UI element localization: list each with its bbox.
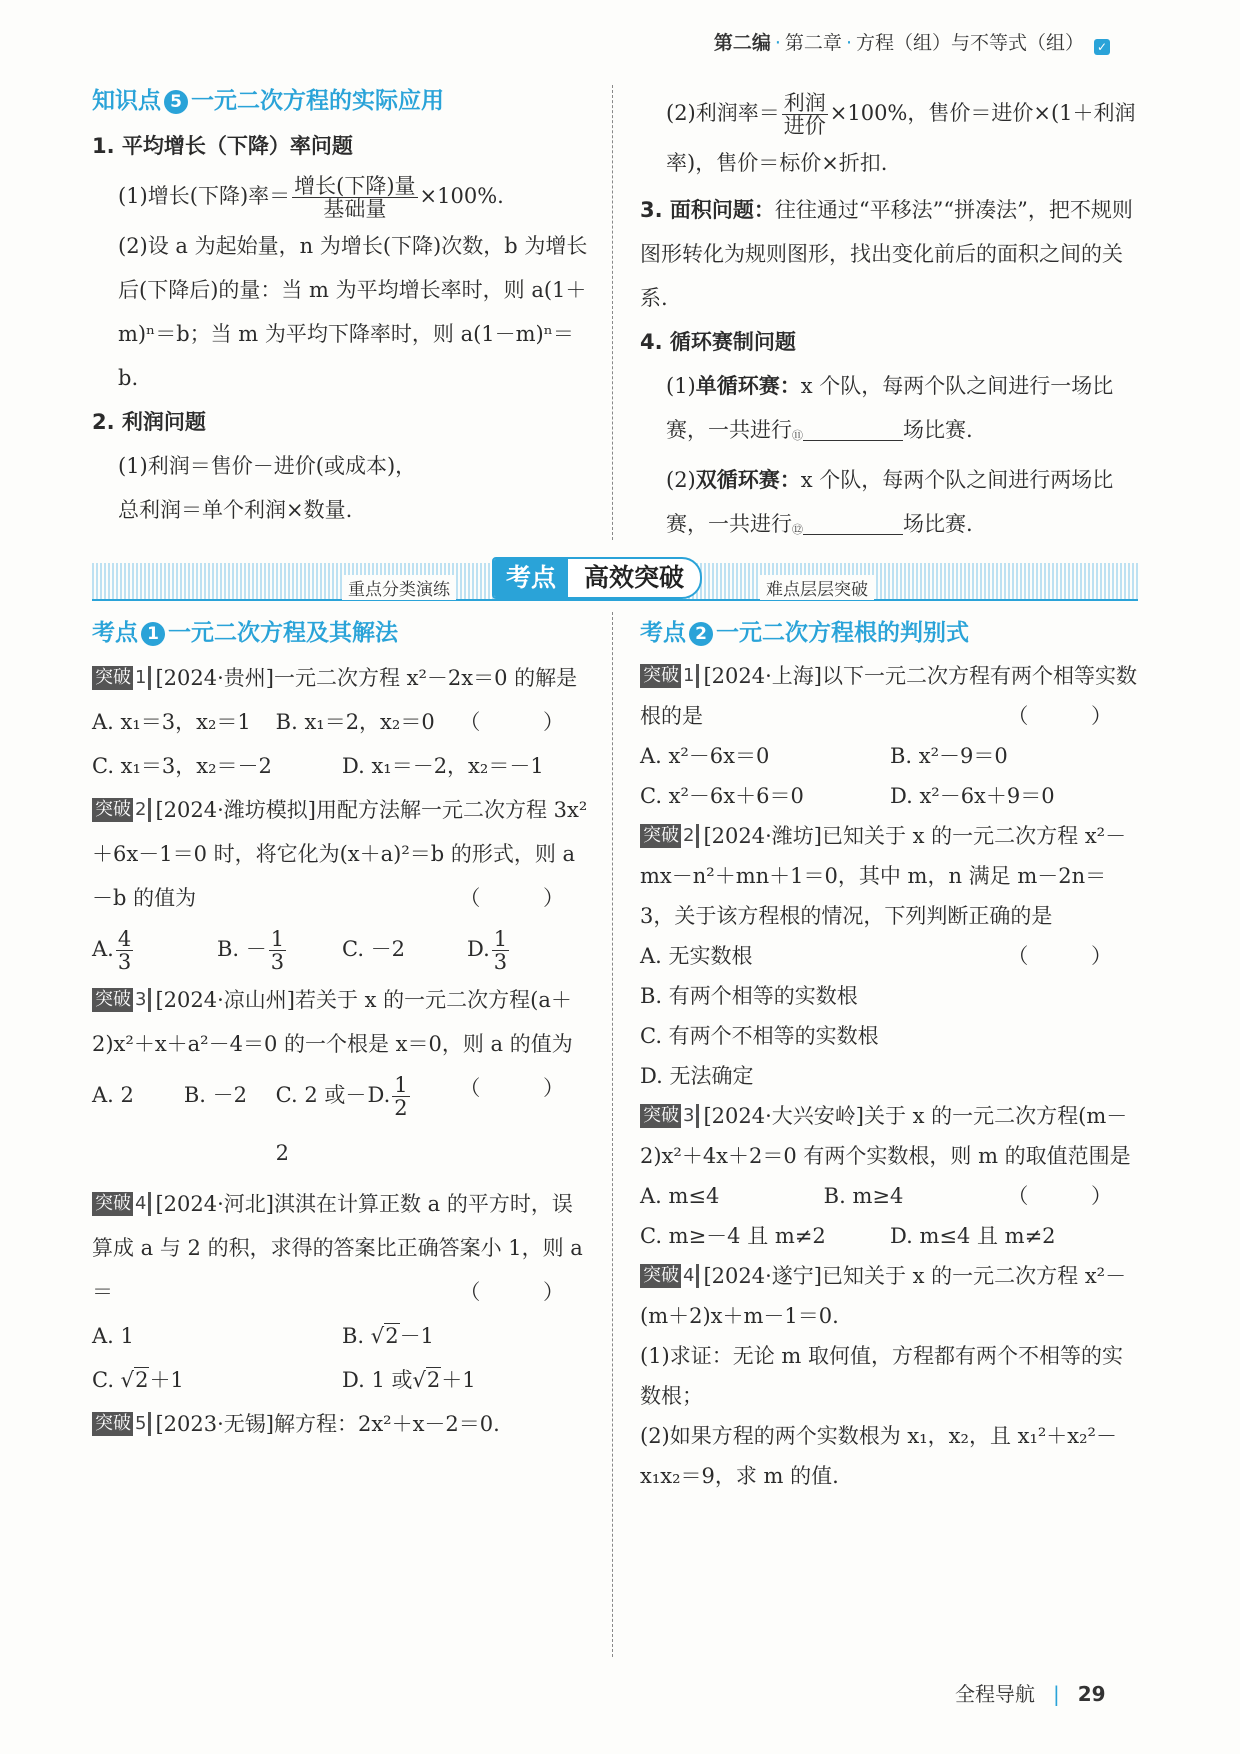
option-c[interactable]: C. 有两个不相等的实数根 xyxy=(640,1024,879,1048)
tupo-badge: 突破 5 xyxy=(92,1412,151,1436)
option-b[interactable]: B. － $\frac{1}{3}$ xyxy=(217,927,285,974)
option-c[interactable]: C. 2 或－2 xyxy=(275,1083,367,1165)
answer-blank-12[interactable] xyxy=(803,511,903,535)
knowledge-right: (2)利润率＝ $\frac{\text{利润}}{\text{进价}}$ ×100%，售价＝进价×(1＋利润率)，售价＝标价×折扣. 3. 面积问题：往往通过“平移法”“拼凑法”，把不规则图形转化为规则图形，找出变化前后的面积之间的关系. 4. 循环赛制问题 (1)单循环赛：x 个队，每两个队之间进行一场比赛，一共进行⑪ 场比赛. (2)双循环赛：x 个队，每两个队之间进行两场比赛，一共进行⑫ 场比赛. xyxy=(640,88,1140,552)
option-a[interactable]: A. x₁＝3，x₂＝1 xyxy=(92,710,251,734)
check-icon: ✓ xyxy=(1094,39,1110,55)
exam-point-2: 考点 2 一元二次方程根的判别式 突破 1 [2024·上海]以下一元二次方程有两个相等实数根的是 （ ） A. x²－6x＝0 B. x²－9＝0 C. x²－6x＋6＝0 D. x²－6x＋9＝0 突破 2 [2024·潍坊]已知关于 x 的一元二次方程 x²－mx－n²＋mn＋1＝0，其中 m，n 满足 m－2n＝3，关于该方程根的情况，下列判断正确的是 （ ） A. 无实数根 B. 有两个相等的实数根 C. 有两个不相等的实数根 D. 无法确定 突破 3 [2024·大兴安岭]关于 x 的一元二次方程(m－2)x²＋4x＋2＝0 有两个实数根，则 m 的取值范围是 （ ） A. m≤4 B. m≥4 C. m≥－4 且 m≠2 D. m≤4 且 m≠2 突破 4 [2024·遂宁]已知关于 x 的一元二次方程 x²－(m＋2)x＋m－1＝0. (1)求证：无论 m 取何值，方程都有两个不相等的实数根； (2)如果方程的两个实数根为 x₁，x₂，且 x₁²＋x₂²－x₁x₂＝9，求 m 的值. xyxy=(640,610,1140,1496)
question-5: 突破 5 [2023·无锡]解方程：2x²＋x－2＝0. xyxy=(92,1402,592,1446)
tupo-badge: 突破 4 xyxy=(92,1192,151,1216)
column-divider-top xyxy=(612,85,613,540)
option-b[interactable]: B. x₁＝2，x₂＝0 xyxy=(275,710,435,734)
page-number: 29 xyxy=(1077,1682,1106,1706)
number-badge: 5 xyxy=(164,90,188,114)
option-a[interactable]: A. $\frac{4}{3}$ xyxy=(92,927,132,974)
tupo-badge: 突破 4 xyxy=(640,1264,699,1288)
option-b[interactable]: B. √2－1 xyxy=(342,1324,434,1348)
tupo-badge: 突破 3 xyxy=(640,1104,699,1128)
option-d[interactable]: D. x₁＝－2，x₂＝－1 xyxy=(342,754,544,778)
tupo-badge: 突破 2 xyxy=(92,798,151,822)
option-d[interactable]: D. 1 或√2＋1 xyxy=(342,1368,476,1392)
option-a[interactable]: A. x²－6x＝0 xyxy=(640,744,770,768)
tupo-badge: 突破 3 xyxy=(92,988,151,1012)
exam-point-1 xyxy=(92,610,592,1446)
option-d[interactable]: D. m≤4 且 m≠2 xyxy=(890,1224,1056,1248)
option-a[interactable]: A. 1 xyxy=(92,1324,134,1348)
question-3: 突破 3 [2024·凉山州]若关于 x 的一元二次方程(a＋2)x²＋x＋a²－4＝0 的一个根是 x＝0，则 a 的值为 （ ） xyxy=(92,988,592,1100)
tupo-badge: 突破 1 xyxy=(92,666,151,690)
question-4: 突破 4 [2024·河北]淇淇在计算正数 a 的平方时，误算成 a 与 2 的积，求得的答案比正确答案小 1，则 a＝ （ ） xyxy=(92,1192,592,1304)
option-b[interactable]: B. x²－9＝0 xyxy=(890,744,1008,768)
r-question-1: 突破 1 [2024·上海]以下一元二次方程有两个相等实数根的是 （ ） xyxy=(640,664,1140,728)
option-d[interactable]: D. 无法确定 xyxy=(640,1064,754,1088)
option-a[interactable]: A. 无实数根 xyxy=(640,944,753,968)
running-header: 第二编 · 第二章 · 方程（组）与不等式（组） ✓ xyxy=(714,28,1110,55)
option-d[interactable]: D. $\frac{1}{2}$ xyxy=(367,1073,408,1120)
exam-point-1-heading: 考点 1 一元二次方程及其解法 xyxy=(92,620,398,646)
option-b[interactable]: B. －2 xyxy=(183,1083,247,1107)
column-divider-bottom xyxy=(612,612,613,1657)
profit-rate-formula: (2)利润率＝ $\frac{\text{利润}}{\text{进价}}$ ×100%，售价＝进价×(1＋利润率)，售价＝标价×折扣. xyxy=(666,91,1136,175)
option-d[interactable]: D. $\frac{1}{3}$ xyxy=(467,927,508,974)
option-a[interactable]: A. 2 xyxy=(92,1083,134,1107)
page-footer: 全程导航 | 29 xyxy=(955,1682,1106,1706)
r-question-4: 突破 4 [2024·遂宁]已知关于 x 的一元二次方程 x²－(m＋2)x＋m－1＝0. xyxy=(640,1264,1127,1328)
answer-blank-11[interactable] xyxy=(803,417,903,441)
option-c[interactable]: C. －2 xyxy=(342,937,406,961)
section-banner: 重点分类演练 考点 高效突破 难点层层突破 xyxy=(92,563,1138,601)
r-question-2: 突破 2 [2024·潍坊]已知关于 x 的一元二次方程 x²－mx－n²＋mn＋1＝0，其中 m，n 满足 m－2n＝3，关于该方程根的情况，下列判断正确的是 （ ） xyxy=(640,824,1140,968)
question-2: 突破 2 [2024·潍坊模拟]用配方法解一元二次方程 3x²＋6x－1＝0 时，将它化为(x＋a)²＝b 的形式，则 a－b 的值为 （ ） xyxy=(92,798,592,910)
exam-point-2-heading: 考点 2 一元二次方程根的判别式 xyxy=(640,620,969,646)
question-1: 突破 1 [2024·贵州]一元二次方程 x²－2x＝0 的解是 （ ） xyxy=(92,656,592,700)
option-d[interactable]: D. x²－6x＋9＝0 xyxy=(890,784,1055,808)
tupo-badge: 突破 1 xyxy=(640,664,699,688)
knowledge-point-heading: 知识点 5 一元二次方程的实际应用 xyxy=(92,88,444,114)
option-c[interactable]: C. √2＋1 xyxy=(92,1368,184,1392)
option-c[interactable]: C. m≥－4 且 m≠2 xyxy=(640,1224,826,1248)
knowledge-left: 知识点 5 一元二次方程的实际应用 1. 平均增长（下降）率问题 (1)增长(下降)率＝ $\frac{\text{增长(下降)量}}{\text{基础量}}$ ×100%. (2)设 a 为起始量，n 为增长(下降)次数，b 为增长后(下降后)的量：当 m 为平均增长率时，则 a(1＋m)ⁿ＝b；当 m 为平均下降率时，则 a(1－m)ⁿ＝b. 2. 利润问题 (1)利润＝售价－进价(或成本)， 总利润＝单个利润×数量. xyxy=(92,78,592,532)
growth-rate-formula: (1)增长(下降)率＝ $\frac{\text{增长(下降)量}}{\text{基础量}}$ ×100%. xyxy=(118,174,504,221)
option-b[interactable]: B. 有两个相等的实数根 xyxy=(640,984,858,1008)
r-question-3: 突破 3 [2024·大兴安岭]关于 x 的一元二次方程(m－2)x²＋4x＋2＝0 有两个实数根，则 m 的取值范围是 （ ） xyxy=(640,1104,1140,1208)
banner-title: 考点 高效突破 xyxy=(492,557,702,599)
tupo-badge: 突破 2 xyxy=(640,824,699,848)
option-a[interactable]: A. m≤4 xyxy=(640,1184,720,1208)
option-b[interactable]: B. m≥4 xyxy=(823,1184,904,1208)
option-c[interactable]: C. x²－6x＋6＝0 xyxy=(640,784,804,808)
option-c[interactable]: C. x₁＝3，x₂＝－2 xyxy=(92,754,272,778)
